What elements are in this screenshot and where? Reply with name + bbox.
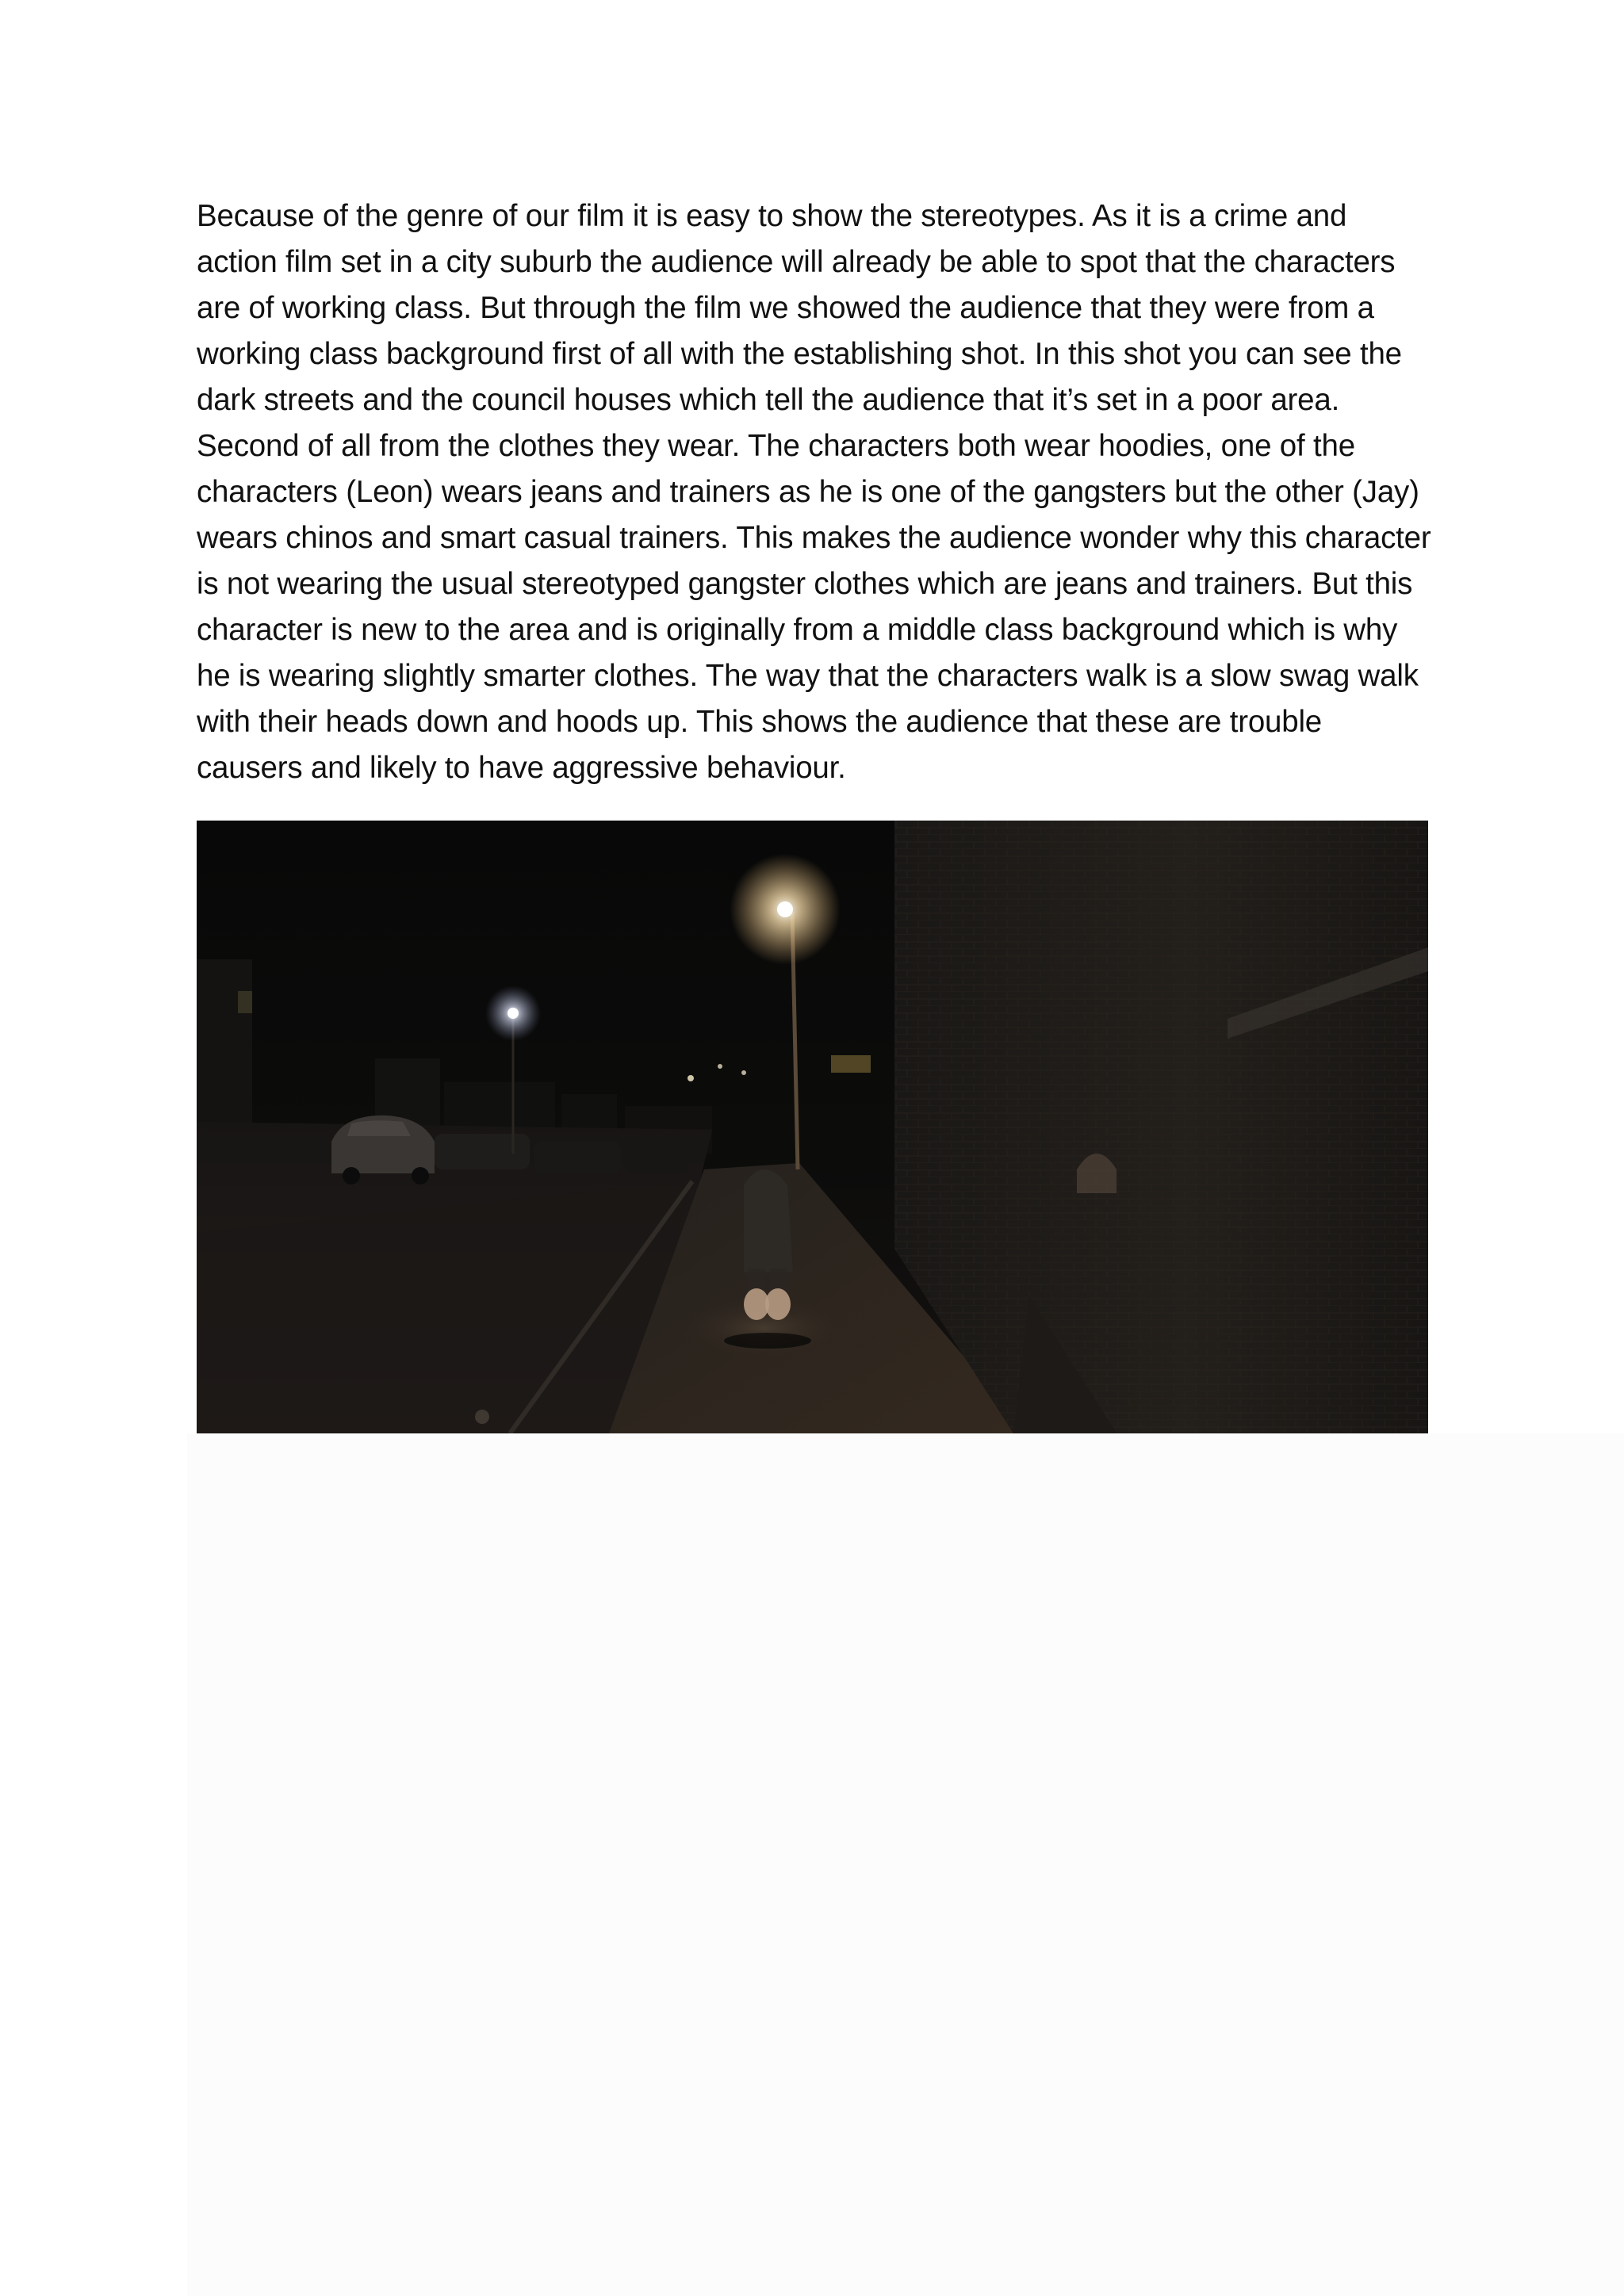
paragraph-line: characters (Leon) wears jeans and trainers as he is one of the gangsters but the other (Jay)	[197, 475, 1419, 509]
paragraph-line: action film set in a city suburb the audience will already be able to spot that the characters	[197, 245, 1396, 279]
night-street-still	[197, 821, 1428, 1433]
page-shade	[187, 1433, 1624, 2296]
paragraph-line: working class background first of all with the establishing shot. In this shot you can see the	[197, 337, 1402, 371]
paragraph-line: he is wearing slightly smarter clothes. The way that the characters walk is a slow swag walk	[197, 659, 1419, 693]
paragraph-line: is not wearing the usual stereotyped gangster clothes which are jeans and trainers. But this	[197, 567, 1413, 601]
paragraph-line: causers and likely to have aggressive behaviour.	[197, 751, 846, 785]
paragraph-line: wears chinos and smart casual trainers. This makes the audience wonder why this character	[197, 521, 1431, 555]
paragraph-line: are of working class. But through the film we showed the audience that they were from a	[197, 291, 1374, 325]
paragraph-line: Because of the genre of our film it is easy to show the stereotypes. As it is a crime and	[197, 199, 1347, 233]
body-paragraph	[197, 193, 1434, 791]
paragraph-line: with their heads down and hoods up. This shows the audience that these are trouble	[197, 705, 1323, 739]
paragraph-line: character is new to the area and is originally from a middle class background which is why	[197, 613, 1398, 647]
paragraph-line: dark streets and the council houses which tell the audience that it’s set in a poor area.	[197, 383, 1340, 417]
paragraph-line: Second of all from the clothes they wear. The characters both wear hoodies, one of the	[197, 429, 1355, 463]
night-street-image	[197, 821, 1428, 1433]
